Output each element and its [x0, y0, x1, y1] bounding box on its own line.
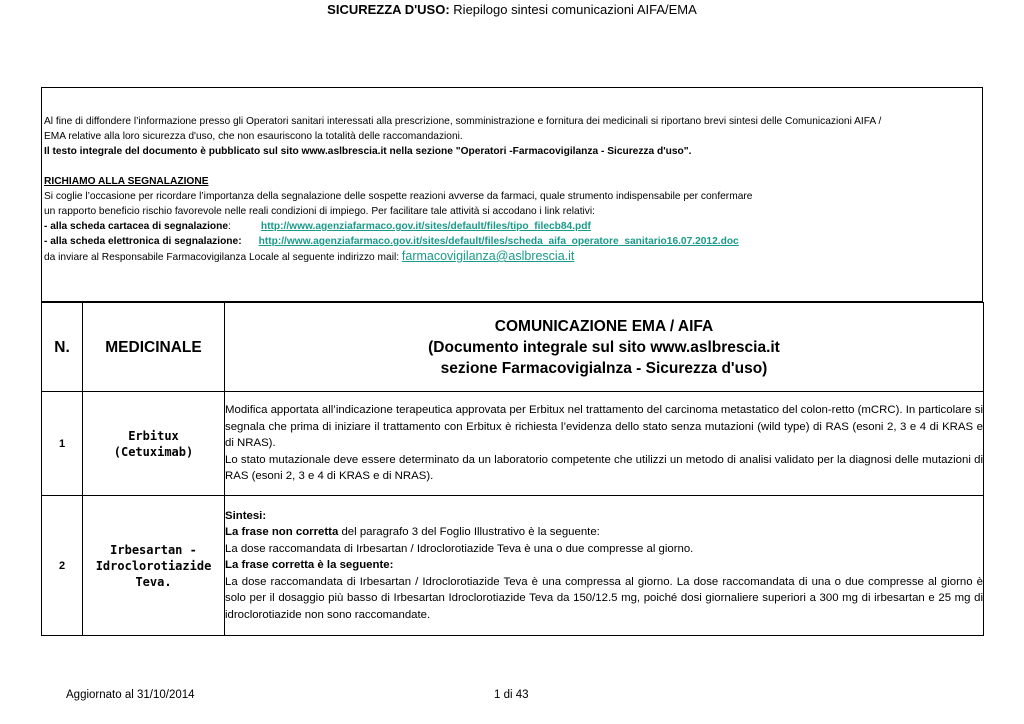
row-number: 2: [42, 496, 83, 636]
wrong-rest: del paragrafo 3 del Foglio Illustrativo è la seguente:: [338, 526, 600, 539]
wrong-label: La frase non corretta: [225, 526, 339, 539]
com-paragraph: Modifica apportata all’indicazione terapeutica approvata per Erbitux nel trattamento del carcinoma metastatico del colon-retto (mCRC). In particolare si segnala che prima di iniziare il trattamento con Erbitux è richiesta l’evidenza dello stato senza mutazioni (wild type) di RAS (esoni 2, 3 e 4 di KRAS e di NRAS).: [225, 404, 983, 450]
elettronica-link[interactable]: http://www.agenziafarmaco.gov.it/sites/default/files/scheda_aifa_operatore_sanitario16.07.2012.doc: [258, 236, 739, 247]
footer-page-number: 1 di 43: [494, 689, 529, 701]
mail-link[interactable]: farmacovigilanza@aslbrescia.it: [401, 249, 575, 263]
page-title-rest: Riepilogo sintesi comunicazioni AIFA/EMA: [453, 2, 697, 17]
richiamo-line-2: un rapporto beneficio rischio favorevole nelle reali condizioni di impiego. Per facilitare tale attività si accodano i link relativi:: [44, 206, 595, 217]
wrong-text: La dose raccomandata di Irbesartan / Idroclorotiazide Teva è una o due compresse al giorno.: [225, 542, 694, 555]
intro-text: [44, 114, 978, 265]
header-comunicazione: [225, 303, 984, 392]
cartacea-label: - alla scheda cartacea di segnalazione: [44, 221, 229, 232]
richiamo-title: RICHIAMO ALLA SEGNALAZIONE: [44, 176, 209, 187]
intro-line-1: Al fine di diffondere l’informazione presso gli Operatori sanitari interessati alla prescrizione, somministrazione e fornitura dei medicinali si riportano brevi sintesi delle Comunicazioni AIFA /: [44, 116, 882, 127]
table-header-row: [42, 303, 984, 392]
header-com-line-3: sezione Farmacovigialnza - Sicurezza d'uso): [440, 359, 768, 377]
med-name: Irbesartan -: [110, 542, 197, 557]
intro-line-2: EMA relative alla loro sicurezza d'uso, che non esauriscono la totalità delle raccomandazioni.: [44, 131, 463, 142]
cartacea-link[interactable]: http://www.agenziafarmaco.gov.it/sites/default/files/tipo_filecb84.pdf: [260, 221, 591, 232]
med-name: Erbitux: [128, 428, 179, 443]
right-label: La frase corretta è la seguente:: [225, 559, 394, 572]
right-text: La dose raccomandata di Irbesartan / Idroclorotiazide Teva è una compressa al giorno. La dose raccomandata di una o due compresse al giorno è solo per il dosaggio più basso di Irbesartan Idroclorotiazide Teva da 150/12.5 mg, poiché dosi giornaliere superiori a 300 mg di irbesartan e 25 mg di idroclorotiazide non sono raccomandate.: [225, 575, 983, 621]
header-n: N.: [42, 303, 83, 392]
header-com-line-1: COMUNICAZIONE EMA / AIFA: [494, 317, 714, 335]
intro-box: [41, 87, 983, 302]
wrong-sentence-intro: [225, 524, 983, 541]
header-medicinale: MEDICINALE: [83, 303, 225, 392]
richiamo-line-1: Si coglie l’occasione per ricordare l’importanza della segnalazione delle sospette reazioni avverse da farmaci, quale strumento indispensabile per confermare: [44, 191, 753, 202]
med-name: Teva.: [135, 574, 172, 589]
row-medicinale: [83, 496, 225, 636]
mail-prefix: da inviare al Responsabile Farmacovigilanza Locale al seguente indirizzo mail:: [44, 252, 400, 263]
page-title-bold: SICUREZZA D'USO:: [327, 2, 450, 17]
row-medicinale: [83, 392, 225, 496]
row-number: 1: [42, 392, 83, 496]
table-row: [42, 496, 984, 636]
page-title: [0, 2, 1024, 17]
row-comunicazione: [225, 392, 984, 496]
elettronica-label: - alla scheda elettronica di segnalazione:: [44, 236, 242, 247]
med-name: Idroclorotiazide: [95, 558, 212, 573]
sintesi-label: Sintesi:: [225, 509, 267, 522]
com-paragraph: Lo stato mutazionale deve essere determinato da un laboratorio competente che utilizzi un metodo di analisi validato per la diagnosi delle mutazioni di RAS (esoni 2, 3 e 4 di KRAS e di NRAS).: [225, 453, 983, 483]
mail-row: [44, 249, 978, 265]
cartacea-row: [44, 219, 978, 234]
table-row: [42, 392, 984, 496]
med-name: (Cetuximab): [113, 444, 194, 459]
intro-line-3: Il testo integrale del documento è pubblicato sul sito www.aslbrescia.it nella sezione "Operatori -Farmacovigilanza - Sicurezza d'uso".: [44, 146, 692, 157]
communications-table: [41, 302, 984, 636]
footer-updated: Aggiornato al 31/10/2014: [66, 689, 195, 701]
row-comunicazione: [225, 496, 984, 636]
header-com-line-2: (Documento integrale sul sito www.aslbrescia.it: [428, 338, 780, 356]
elettronica-row: [44, 234, 978, 249]
cartacea-colon: :: [228, 221, 231, 232]
